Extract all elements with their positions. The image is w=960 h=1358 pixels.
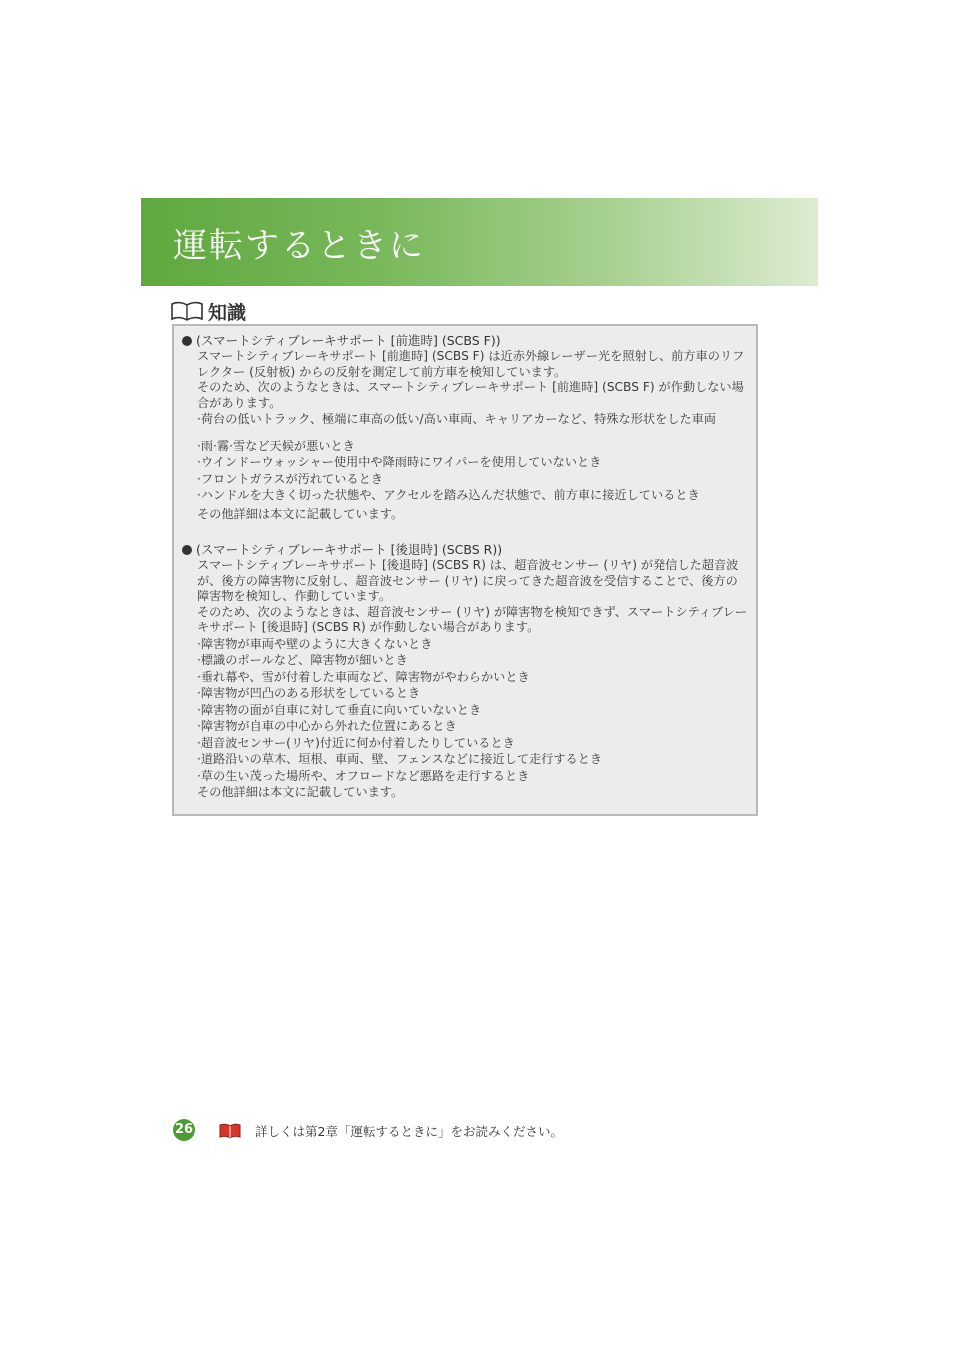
knowledge-header [170,298,246,324]
paragraph: スマートシティブレーキサポート [前進時] (SCBS F) は近赤外線レーザー光を照射し、前方車のリフレクター (反射板) からの反射を測定して前方車を検知しています。 [197,349,745,379]
list-item: ·雨·霧·雪など天候が悪いとき [197,438,355,453]
list-item: ·標識のポールなど、障害物が細いとき [197,653,408,668]
list-item: ·道路沿いの草木、垣根、車両、壁、フェンスなどに接近して走行するとき [197,752,603,767]
list-item: ·ウインドーウォッシャー使用中や降雨時にワイパーを使用していないとき [197,455,602,470]
paragraph: スマートシティブレーキサポート [後退時] (SCBS R) は、超音波センサー (リヤ) が発信した超音波が、後方の障害物に反射し、超音波センサー (リヤ) に戻ってきた超音波を受信することで、後方の障害物を検知し、作動しています。 [197,558,739,604]
bullet-icon [182,545,192,555]
section-heading: (スマートシティブレーキサポート [前進時] (SCBS F)) [182,333,748,349]
list-item: ·障害物の面が自車に対して垂直に向いていないとき [197,702,482,717]
closing-note: その他詳細は本文に記載しています。 [197,506,404,521]
knowledge-label: 知識 [208,301,247,324]
list-item: ·ハンドルを大きく切った状態や、アクセルを踏み込んだ状態で、前方車に接近しているとき [197,488,700,503]
book-red-icon [219,1123,241,1139]
section-heading: (スマートシティブレーキサポート [後退時] (SCBS R)) [182,542,748,558]
footer-reference [219,1122,563,1140]
list-item: ·垂れ幕や、雪が付着した車両など、障害物がやわらかいとき [197,669,530,684]
list-item: ·フロントガラスが汚れているとき [197,471,383,486]
paragraph: そのため、次のようなときは、スマートシティブレーキサポート [前進時] (SCBS F) が作動しない場合があります。 [197,380,744,410]
chapter-banner [141,198,818,286]
footer-text: 詳しくは第2章「運転するときに」をお読みください。 [255,1124,563,1139]
section-scbs-r [182,542,748,801]
chapter-title: 運転するときに [173,226,425,266]
bullet-icon [182,336,192,346]
list-item: ·障害物が車両や壁のように大きくないとき [197,636,433,651]
knowledge-box [172,324,758,816]
paragraph: そのため、次のようなときは、超音波センサー (リヤ) が障害物を検知できず、スマートシティブレーキサポート [後退時] (SCBS R) が作動しない場合があります。 [197,604,748,635]
page-number-badge: 26 [173,1119,195,1141]
list-item: ·超音波センサー(リヤ)付近に何か付着したりしているとき [197,735,515,750]
list-item: ·荷台の低いトラック、極端に車高の低い/高い車両、キャリアカーなど、特殊な形状をした車両 [197,412,717,427]
book-outline-icon [170,300,204,322]
list-item: ·草の生い茂った場所や、オフロードなど悪路を走行するとき [197,768,530,783]
section-scbs-f [182,333,748,522]
list-item: ·障害物が自車の中心から外れた位置にあるとき [197,719,457,734]
closing-note: その他詳細は本文に記載しています。 [197,785,404,800]
list-item: ·障害物が凹凸のある形状をしているとき [197,686,421,701]
